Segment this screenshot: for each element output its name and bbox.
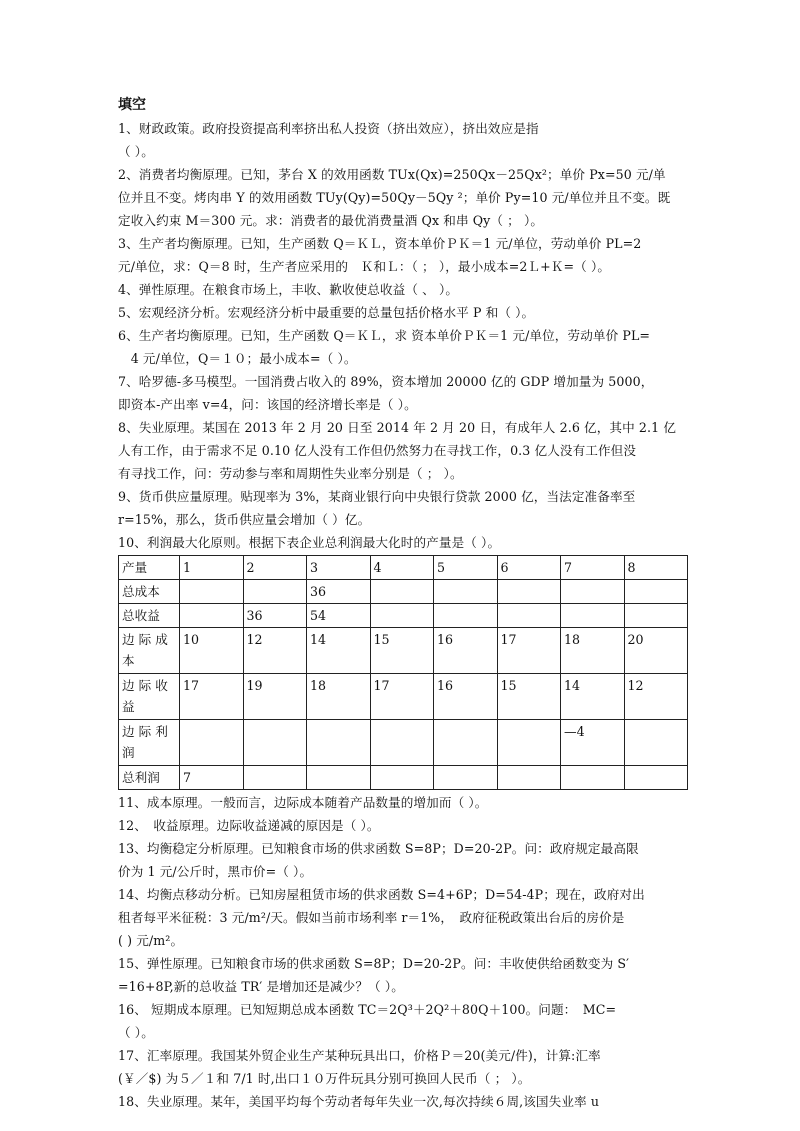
- table-row: [119, 628, 688, 674]
- table-cell: [497, 766, 561, 790]
- table-row: [119, 766, 688, 790]
- table-cell: 36: [307, 580, 371, 604]
- text-line: (￥／$) 为５／１和 7/1 时,出口１０万件玩具分别可换回人民币（ ； ）。: [118, 1071, 531, 1086]
- text-line: 人有工作，由于需求不足 0.10 亿人没有工作但仍然努力在寻找工作，0.3 亿人没有工作但没: [118, 443, 637, 458]
- text-line: 10、利润最大化原则。根据下表企业总利润最大化时的产量是（ ）。: [118, 535, 501, 550]
- table-row-label: 边 际 利 润: [119, 720, 180, 766]
- table-row-label: 总成本: [119, 580, 180, 604]
- text-line: =16+8P,新的总收益 TR′ 是增加还是减少？（ ）。: [118, 979, 404, 994]
- table-header-cell: 8: [624, 556, 688, 580]
- table-cell: [243, 720, 307, 766]
- text-line: 13、均衡稳定分析原理。已知粮食市场的供求函数 S=8P；D=20-2P。问：政府规定最高限: [118, 841, 639, 856]
- table-row: [119, 604, 688, 628]
- table-cell: [243, 766, 307, 790]
- table-row: [119, 720, 688, 766]
- table-cell: [497, 604, 561, 628]
- table-cell: 15: [370, 628, 434, 674]
- table-cell: 20: [624, 628, 688, 674]
- text-line: 定收入约束 M＝300 元。求：消费者的最优消费量酒 Qx 和串 Qy（ ； ）。: [118, 213, 544, 228]
- table-cell: [624, 720, 688, 766]
- text-line: 有寻找工作，问：劳动参与率和周期性失业率分别是（ ； ）。: [118, 466, 463, 481]
- table-cell: 17: [370, 674, 434, 720]
- table-cell: [434, 720, 498, 766]
- table-cell: [370, 580, 434, 604]
- table-header-cell: 3: [307, 556, 371, 580]
- profit-table: [118, 555, 688, 790]
- text-line: 9、货币供应量原理。贴现率为 3%，某商业银行向中央银行贷款 2000 亿，当法定准备率至: [118, 489, 636, 504]
- table-cell: [180, 604, 244, 628]
- text-line: 即资本-产出率 v=4，问：该国的经济增长率是（ ）。: [118, 397, 417, 412]
- text-line: 14、均衡点移动分析。已知房屋租赁市场的供求函数 S=4+6P；D=54-4P；现在，政府对出: [118, 887, 645, 902]
- text-line: 11、成本原理。一般而言，边际成本随着产品数量的增加而（ ）。: [118, 795, 488, 810]
- table-cell: [561, 604, 625, 628]
- text-line: 4、弹性原理。在粮食市场上，丰收、歉收使总收益（ 、 ）。: [118, 282, 459, 297]
- table-cell: [434, 580, 498, 604]
- text-line: 1、财政政策。政府投资提高利率挤出私人投资（挤出效应），挤出效应是指: [118, 121, 539, 136]
- table-cell: [434, 766, 498, 790]
- table-cell: [624, 604, 688, 628]
- table-cell: 36: [243, 604, 307, 628]
- table-cell: 16: [434, 628, 498, 674]
- text-line: 2、消费者均衡原理。已知，茅台 X 的效用函数 TUx(Qx)=250Qx－25Qx²；单价 Px=50 元/单: [118, 167, 666, 182]
- text-line: r=15%，那么，货币供应量会增加（ ）亿。: [118, 512, 371, 527]
- table-cell: [561, 580, 625, 604]
- table-row-label: 边 际 成 本: [119, 628, 180, 674]
- text-line: 3、生产者均衡原理。已知，生产函数 Q＝ＫＬ，资本单价ＰＫ＝1 元/单位，劳动单价 PL=2: [118, 236, 642, 251]
- text-line: 4 元/单位，Q＝１０；最小成本=（ ）。: [118, 351, 357, 366]
- table-cell: [370, 766, 434, 790]
- table-cell: 15: [497, 674, 561, 720]
- table-row: [119, 580, 688, 604]
- table-header-cell: 5: [434, 556, 498, 580]
- text-line: 元/单位，求：Q＝8 时，生产者应采用的 Ｋ和Ｌ：（ ； ），最小成本=2Ｌ+Ｋ=（ ）。: [118, 259, 611, 274]
- table-cell: 12: [243, 628, 307, 674]
- text-line: （ ）。: [118, 144, 154, 159]
- table-cell: [624, 766, 688, 790]
- table-cell: 18: [561, 628, 625, 674]
- text-line: 18、失业原理。某年，美国平均每个劳动者每年失业一次,每次持续６周,该国失业率 u: [118, 1094, 600, 1109]
- table-cell: 17: [497, 628, 561, 674]
- table-cell: [370, 720, 434, 766]
- table-row-label: 总收益: [119, 604, 180, 628]
- table-cell: 10: [180, 628, 244, 674]
- table-cell: 18: [307, 674, 371, 720]
- text-line: 6、生产者均衡原理。已知，生产函数 Q＝ＫＬ，求 资本单价ＰＫ＝1 元/单位，劳动单价 PL=: [118, 328, 651, 343]
- table-row-label: 边 际 收 益: [119, 674, 180, 720]
- table-cell: 16: [434, 674, 498, 720]
- table-cell: [624, 580, 688, 604]
- text-line: 7、哈罗德-多马模型。一国消费占收入的 89%，资本增加 20000 亿的 GDP 增加量为 5000，: [118, 374, 654, 389]
- table-cell: [434, 604, 498, 628]
- table-header-cell: 6: [497, 556, 561, 580]
- text-line: （ ）。: [118, 1025, 154, 1040]
- table-cell: 14: [561, 674, 625, 720]
- text-line: 价为 1 元/公斤时，黑市价=（ ）。: [118, 864, 313, 879]
- text-line: 位并且不变。烤肉串 Y 的效用函数 TUy(Qy)=50Qy－5Qy ²；单价 Py=10 元/单位并且不变。既: [118, 190, 671, 205]
- table-cell: [370, 604, 434, 628]
- text-line: 8、失业原理。某国在 2013 年 2 月 20 日至 2014 年 2 月 20 日，有成年人 2.6 亿，其中 2.1 亿: [118, 420, 677, 435]
- questions-after-table: [118, 791, 690, 1113]
- table-header-cell: 1: [180, 556, 244, 580]
- table-cell: [561, 766, 625, 790]
- document-page: [118, 95, 690, 1113]
- table-header-row: [119, 556, 688, 580]
- table-cell: 14: [307, 628, 371, 674]
- table-cell: [180, 720, 244, 766]
- section-heading: 填空: [118, 97, 146, 113]
- table-cell: 7: [180, 766, 244, 790]
- text-line: 12、 收益原理。边际收益递减的原因是（ ）。: [118, 818, 380, 833]
- table-row-label: 总利润: [119, 766, 180, 790]
- text-line: ( ) 元/m²。: [118, 933, 184, 948]
- table-cell: 12: [624, 674, 688, 720]
- text-line: 17、汇率原理。我国某外贸企业生产某种玩具出口，价格Ｐ＝20(美元/件)，计算:汇率: [118, 1048, 601, 1063]
- table-header-cell: 2: [243, 556, 307, 580]
- table-cell: 54: [307, 604, 371, 628]
- text-line: 15、弹性原理。已知粮食市场的供求函数 S=8P；D=20-2P。问：丰收使供给函数变为 S′: [118, 956, 630, 971]
- table-header-cell: 4: [370, 556, 434, 580]
- table-cell: 19: [243, 674, 307, 720]
- table-cell: [497, 720, 561, 766]
- table-cell: —4: [561, 720, 625, 766]
- table-row-label: 产量: [119, 556, 180, 580]
- table-cell: [180, 580, 244, 604]
- table-cell: [307, 720, 371, 766]
- table-cell: [497, 580, 561, 604]
- questions-before-table: [118, 117, 690, 554]
- text-line: 16、 短期成本原理。已知短期总成本函数 TC＝2Q³＋2Q²＋80Q＋100。问题： MC=: [118, 1002, 617, 1017]
- table-header-cell: 7: [561, 556, 625, 580]
- text-line: 租者每平米征税：3 元/m²/天。假如当前市场利率 r＝1%， 政府征税政策出台后的房价是: [118, 910, 625, 925]
- table-row: [119, 674, 688, 720]
- table-cell: [307, 766, 371, 790]
- table-cell: [243, 580, 307, 604]
- text-line: 5、宏观经济分析。宏观经济分析中最重要的总量包括价格水平 P 和（ ）。: [118, 305, 535, 320]
- table-cell: 17: [180, 674, 244, 720]
